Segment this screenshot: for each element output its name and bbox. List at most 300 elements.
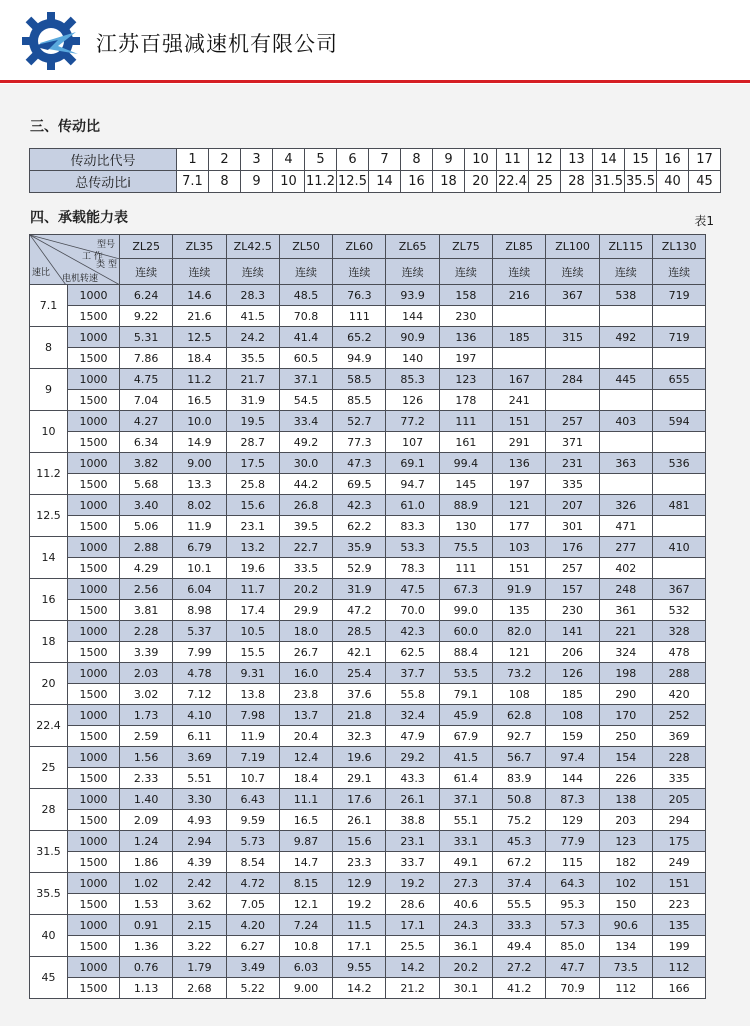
speed-cell: 1500 bbox=[68, 348, 120, 369]
value-cell: 27.3 bbox=[439, 873, 492, 894]
value-cell: 1.86 bbox=[120, 852, 173, 873]
value-cell: 326 bbox=[599, 495, 652, 516]
value-cell: 23.8 bbox=[279, 684, 332, 705]
value-cell: 20.2 bbox=[279, 579, 332, 600]
total-ratio-cell: 11.2 bbox=[305, 171, 337, 193]
table-row bbox=[30, 873, 706, 894]
table-row bbox=[30, 684, 706, 705]
value-cell: 12.4 bbox=[279, 747, 332, 768]
ratio-code-cell: 15 bbox=[625, 149, 657, 171]
value-cell: 294 bbox=[652, 810, 705, 831]
corner-label-speed: 电机转速 bbox=[62, 274, 99, 284]
value-cell: 7.86 bbox=[120, 348, 173, 369]
value-cell: 39.5 bbox=[279, 516, 332, 537]
value-cell: 67.9 bbox=[439, 726, 492, 747]
value-cell: 24.2 bbox=[226, 327, 279, 348]
value-cell: 277 bbox=[599, 537, 652, 558]
value-cell: 60.0 bbox=[439, 621, 492, 642]
table-row bbox=[30, 831, 706, 852]
value-cell: 3.22 bbox=[173, 936, 226, 957]
value-cell: 2.09 bbox=[120, 810, 173, 831]
ratio-cell: 35.5 bbox=[30, 873, 68, 915]
table-row bbox=[30, 978, 706, 999]
value-cell: 28.5 bbox=[333, 621, 386, 642]
load-capacity-table bbox=[29, 234, 706, 999]
ratio-cell: 9 bbox=[30, 369, 68, 411]
value-cell: 35.9 bbox=[333, 537, 386, 558]
value-cell: 12.5 bbox=[173, 327, 226, 348]
value-cell: 6.11 bbox=[173, 726, 226, 747]
value-cell: 324 bbox=[599, 642, 652, 663]
value-cell: 10.7 bbox=[226, 768, 279, 789]
value-cell: 14.9 bbox=[173, 432, 226, 453]
value-cell: 3.40 bbox=[120, 495, 173, 516]
header-row-duty bbox=[30, 259, 706, 285]
value-cell: 35.5 bbox=[226, 348, 279, 369]
speed-cell: 1500 bbox=[68, 642, 120, 663]
value-cell: 21.8 bbox=[333, 705, 386, 726]
value-cell: 61.4 bbox=[439, 768, 492, 789]
value-cell: 103 bbox=[493, 537, 546, 558]
total-ratio-cell: 40 bbox=[657, 171, 689, 193]
speed-cell: 1000 bbox=[68, 957, 120, 978]
value-cell: 221 bbox=[599, 621, 652, 642]
value-cell bbox=[493, 306, 546, 327]
value-cell: 12.9 bbox=[333, 873, 386, 894]
value-cell: 92.7 bbox=[493, 726, 546, 747]
value-cell: 2.33 bbox=[120, 768, 173, 789]
value-cell: 367 bbox=[546, 285, 599, 306]
value-cell: 57.3 bbox=[546, 915, 599, 936]
value-cell: 90.9 bbox=[386, 327, 439, 348]
total-ratio-cell: 10 bbox=[273, 171, 305, 193]
ratio-code-cell: 3 bbox=[241, 149, 273, 171]
total-ratio-cell: 14 bbox=[369, 171, 401, 193]
duty-header-cell: 连续 bbox=[279, 259, 332, 285]
value-cell bbox=[652, 558, 705, 579]
value-cell: 52.9 bbox=[333, 558, 386, 579]
ratio-code-cell: 12 bbox=[529, 149, 561, 171]
value-cell: 123 bbox=[439, 369, 492, 390]
speed-cell: 1500 bbox=[68, 516, 120, 537]
value-cell: 12.1 bbox=[279, 894, 332, 915]
value-cell: 207 bbox=[546, 495, 599, 516]
value-cell: 594 bbox=[652, 411, 705, 432]
value-cell: 79.1 bbox=[439, 684, 492, 705]
value-cell: 45.9 bbox=[439, 705, 492, 726]
ratio-code-cell: 10 bbox=[465, 149, 497, 171]
value-cell: 77.3 bbox=[333, 432, 386, 453]
value-cell: 111 bbox=[439, 558, 492, 579]
model-header-cell: ZL65 bbox=[386, 235, 439, 259]
value-cell: 335 bbox=[652, 768, 705, 789]
value-cell: 26.7 bbox=[279, 642, 332, 663]
value-cell: 19.6 bbox=[226, 558, 279, 579]
value-cell: 9.31 bbox=[226, 663, 279, 684]
value-cell: 3.82 bbox=[120, 453, 173, 474]
duty-header-cell: 连续 bbox=[493, 259, 546, 285]
ratio-cell: 14 bbox=[30, 537, 68, 579]
ratio-code-cell: 7 bbox=[369, 149, 401, 171]
value-cell: 150 bbox=[599, 894, 652, 915]
value-cell: 223 bbox=[652, 894, 705, 915]
value-cell: 445 bbox=[599, 369, 652, 390]
value-cell: 97.4 bbox=[546, 747, 599, 768]
value-cell: 41.4 bbox=[279, 327, 332, 348]
value-cell: 4.93 bbox=[173, 810, 226, 831]
value-cell: 284 bbox=[546, 369, 599, 390]
value-cell: 151 bbox=[493, 558, 546, 579]
value-cell: 257 bbox=[546, 558, 599, 579]
value-cell: 50.8 bbox=[493, 789, 546, 810]
value-cell: 19.6 bbox=[333, 747, 386, 768]
value-cell bbox=[652, 348, 705, 369]
value-cell: 532 bbox=[652, 600, 705, 621]
value-cell: 31.9 bbox=[226, 390, 279, 411]
value-cell: 40.6 bbox=[439, 894, 492, 915]
value-cell: 7.05 bbox=[226, 894, 279, 915]
value-cell bbox=[652, 390, 705, 411]
value-cell: 24.3 bbox=[439, 915, 492, 936]
value-cell bbox=[652, 306, 705, 327]
value-cell: 216 bbox=[493, 285, 546, 306]
value-cell bbox=[599, 306, 652, 327]
value-cell: 536 bbox=[652, 453, 705, 474]
value-cell: 134 bbox=[599, 936, 652, 957]
table-row bbox=[30, 789, 706, 810]
value-cell: 6.24 bbox=[120, 285, 173, 306]
value-cell: 2.56 bbox=[120, 579, 173, 600]
table-row bbox=[30, 663, 706, 684]
total-ratio-cell: 31.5 bbox=[593, 171, 625, 193]
value-cell: 3.69 bbox=[173, 747, 226, 768]
duty-header-cell: 连续 bbox=[546, 259, 599, 285]
value-cell: 3.30 bbox=[173, 789, 226, 810]
table-row bbox=[30, 390, 706, 411]
header-row-models bbox=[30, 235, 706, 259]
value-cell: 17.1 bbox=[333, 936, 386, 957]
value-cell: 4.39 bbox=[173, 852, 226, 873]
ratio-cell: 16 bbox=[30, 579, 68, 621]
total-ratio-cell: 12.5 bbox=[337, 171, 369, 193]
speed-cell: 1500 bbox=[68, 768, 120, 789]
value-cell: 655 bbox=[652, 369, 705, 390]
value-cell: 42.1 bbox=[333, 642, 386, 663]
value-cell: 23.1 bbox=[386, 831, 439, 852]
ratio-cell: 45 bbox=[30, 957, 68, 999]
section-title-load: 四、承载能力表 bbox=[30, 210, 128, 226]
value-cell: 121 bbox=[493, 642, 546, 663]
value-cell: 16.0 bbox=[279, 663, 332, 684]
speed-cell: 1000 bbox=[68, 453, 120, 474]
value-cell: 4.72 bbox=[226, 873, 279, 894]
value-cell: 28.3 bbox=[226, 285, 279, 306]
value-cell: 42.3 bbox=[333, 495, 386, 516]
ratio-code-cell: 6 bbox=[337, 149, 369, 171]
value-cell: 21.7 bbox=[226, 369, 279, 390]
table-note: 表1 bbox=[694, 214, 714, 228]
value-cell: 62.5 bbox=[386, 642, 439, 663]
value-cell: 56.7 bbox=[493, 747, 546, 768]
speed-cell: 1000 bbox=[68, 411, 120, 432]
value-cell: 6.04 bbox=[173, 579, 226, 600]
value-cell: 11.2 bbox=[173, 369, 226, 390]
speed-cell: 1000 bbox=[68, 705, 120, 726]
value-cell: 26.1 bbox=[333, 810, 386, 831]
value-cell: 15.6 bbox=[333, 831, 386, 852]
value-cell: 371 bbox=[546, 432, 599, 453]
value-cell: 1.24 bbox=[120, 831, 173, 852]
ratio-cell: 40 bbox=[30, 915, 68, 957]
speed-cell: 1500 bbox=[68, 726, 120, 747]
value-cell: 29.9 bbox=[279, 600, 332, 621]
value-cell: 135 bbox=[493, 600, 546, 621]
speed-cell: 1500 bbox=[68, 474, 120, 495]
value-cell: 26.1 bbox=[386, 789, 439, 810]
speed-cell: 1000 bbox=[68, 789, 120, 810]
value-cell: 7.99 bbox=[173, 642, 226, 663]
value-cell: 14.7 bbox=[279, 852, 332, 873]
value-cell: 115 bbox=[546, 852, 599, 873]
table-row bbox=[30, 852, 706, 873]
value-cell: 10.8 bbox=[279, 936, 332, 957]
value-cell: 361 bbox=[599, 600, 652, 621]
total-ratio-cell: 22.4 bbox=[497, 171, 529, 193]
value-cell: 328 bbox=[652, 621, 705, 642]
value-cell: 49.1 bbox=[439, 852, 492, 873]
value-cell: 1.40 bbox=[120, 789, 173, 810]
value-cell: 291 bbox=[493, 432, 546, 453]
value-cell: 6.43 bbox=[226, 789, 279, 810]
duty-header-cell: 连续 bbox=[333, 259, 386, 285]
value-cell bbox=[652, 432, 705, 453]
value-cell: 33.4 bbox=[279, 411, 332, 432]
value-cell: 62.8 bbox=[493, 705, 546, 726]
ratio-code-cell: 13 bbox=[561, 149, 593, 171]
table-row bbox=[30, 537, 706, 558]
speed-cell: 1000 bbox=[68, 915, 120, 936]
value-cell: 83.9 bbox=[493, 768, 546, 789]
ratio-code-cell: 11 bbox=[497, 149, 529, 171]
ratio-code-cell: 1 bbox=[177, 149, 209, 171]
value-cell: 41.2 bbox=[493, 978, 546, 999]
value-cell: 301 bbox=[546, 516, 599, 537]
value-cell: 1.36 bbox=[120, 936, 173, 957]
value-cell: 335 bbox=[546, 474, 599, 495]
speed-cell: 1000 bbox=[68, 831, 120, 852]
value-cell: 151 bbox=[493, 411, 546, 432]
total-ratio-cell: 35.5 bbox=[625, 171, 657, 193]
value-cell: 108 bbox=[546, 705, 599, 726]
value-cell: 91.9 bbox=[493, 579, 546, 600]
ratio-cell: 10 bbox=[30, 411, 68, 453]
value-cell: 60.5 bbox=[279, 348, 332, 369]
speed-cell: 1000 bbox=[68, 537, 120, 558]
value-cell: 136 bbox=[439, 327, 492, 348]
value-cell: 363 bbox=[599, 453, 652, 474]
table-row bbox=[30, 621, 706, 642]
value-cell: 70.9 bbox=[546, 978, 599, 999]
value-cell: 49.2 bbox=[279, 432, 332, 453]
value-cell: 32.4 bbox=[386, 705, 439, 726]
value-cell: 67.2 bbox=[493, 852, 546, 873]
total-ratio-row bbox=[30, 171, 721, 193]
value-cell: 55.5 bbox=[493, 894, 546, 915]
value-cell: 47.5 bbox=[386, 579, 439, 600]
duty-header-cell: 连续 bbox=[386, 259, 439, 285]
value-cell: 14.2 bbox=[386, 957, 439, 978]
value-cell: 1.56 bbox=[120, 747, 173, 768]
value-cell: 111 bbox=[439, 411, 492, 432]
table-row bbox=[30, 579, 706, 600]
value-cell: 290 bbox=[599, 684, 652, 705]
model-header-cell: ZL115 bbox=[599, 235, 652, 259]
value-cell bbox=[599, 474, 652, 495]
value-cell: 5.51 bbox=[173, 768, 226, 789]
duty-header-cell: 连续 bbox=[599, 259, 652, 285]
value-cell: 23.3 bbox=[333, 852, 386, 873]
value-cell: 2.15 bbox=[173, 915, 226, 936]
table-row bbox=[30, 285, 706, 306]
total-ratio-cell: 16 bbox=[401, 171, 433, 193]
value-cell: 47.7 bbox=[546, 957, 599, 978]
value-cell: 112 bbox=[599, 978, 652, 999]
value-cell: 38.8 bbox=[386, 810, 439, 831]
value-cell: 107 bbox=[386, 432, 439, 453]
ratio-cell: 22.4 bbox=[30, 705, 68, 747]
table-row bbox=[30, 747, 706, 768]
value-cell: 2.94 bbox=[173, 831, 226, 852]
value-cell: 7.12 bbox=[173, 684, 226, 705]
value-cell: 11.1 bbox=[279, 789, 332, 810]
speed-cell: 1500 bbox=[68, 432, 120, 453]
total-ratio-cell: 7.1 bbox=[177, 171, 209, 193]
speed-cell: 1500 bbox=[68, 894, 120, 915]
value-cell: 123 bbox=[599, 831, 652, 852]
value-cell: 9.55 bbox=[333, 957, 386, 978]
value-cell: 538 bbox=[599, 285, 652, 306]
value-cell: 53.5 bbox=[439, 663, 492, 684]
value-cell: 73.5 bbox=[599, 957, 652, 978]
value-cell: 90.6 bbox=[599, 915, 652, 936]
value-cell: 197 bbox=[439, 348, 492, 369]
value-cell: 25.4 bbox=[333, 663, 386, 684]
table-row bbox=[30, 453, 706, 474]
value-cell: 177 bbox=[493, 516, 546, 537]
corner-label-model: 型号 bbox=[96, 240, 115, 250]
value-cell: 37.4 bbox=[493, 873, 546, 894]
table-row bbox=[30, 495, 706, 516]
value-cell: 205 bbox=[652, 789, 705, 810]
value-cell: 25.5 bbox=[386, 936, 439, 957]
value-cell: 14.2 bbox=[333, 978, 386, 999]
speed-cell: 1500 bbox=[68, 600, 120, 621]
model-header-cell: ZL60 bbox=[333, 235, 386, 259]
value-cell: 5.31 bbox=[120, 327, 173, 348]
value-cell: 1.73 bbox=[120, 705, 173, 726]
value-cell: 241 bbox=[493, 390, 546, 411]
value-cell: 0.91 bbox=[120, 915, 173, 936]
corner-label-work: 工 作 bbox=[82, 252, 103, 262]
speed-cell: 1000 bbox=[68, 621, 120, 642]
value-cell: 159 bbox=[546, 726, 599, 747]
value-cell: 410 bbox=[652, 537, 705, 558]
value-cell: 8.02 bbox=[173, 495, 226, 516]
table-row bbox=[30, 474, 706, 495]
total-ratio-cell: 8 bbox=[209, 171, 241, 193]
value-cell: 249 bbox=[652, 852, 705, 873]
value-cell: 87.3 bbox=[546, 789, 599, 810]
ratio-code-cell: 17 bbox=[689, 149, 721, 171]
value-cell: 9.00 bbox=[173, 453, 226, 474]
value-cell: 2.59 bbox=[120, 726, 173, 747]
value-cell: 126 bbox=[546, 663, 599, 684]
value-cell: 83.3 bbox=[386, 516, 439, 537]
total-ratio-cell: 25 bbox=[529, 171, 561, 193]
table-row bbox=[30, 726, 706, 747]
value-cell: 6.79 bbox=[173, 537, 226, 558]
table-row bbox=[30, 894, 706, 915]
ratio-cell: 8 bbox=[30, 327, 68, 369]
total-ratio-cell: 45 bbox=[689, 171, 721, 193]
value-cell bbox=[546, 306, 599, 327]
value-cell: 121 bbox=[493, 495, 546, 516]
company-name: 江苏百强减速机有限公司 bbox=[96, 32, 338, 56]
value-cell: 49.4 bbox=[493, 936, 546, 957]
ratio-code-cell: 8 bbox=[401, 149, 433, 171]
ratio-cell: 18 bbox=[30, 621, 68, 663]
corner-label-ratio: 速比 bbox=[32, 268, 51, 278]
value-cell: 17.1 bbox=[386, 915, 439, 936]
table-row bbox=[30, 369, 706, 390]
value-cell: 2.28 bbox=[120, 621, 173, 642]
value-cell: 151 bbox=[652, 873, 705, 894]
value-cell: 136 bbox=[493, 453, 546, 474]
total-ratio-cell: 20 bbox=[465, 171, 497, 193]
ratio-cell: 20 bbox=[30, 663, 68, 705]
value-cell: 111 bbox=[333, 306, 386, 327]
value-cell: 11.7 bbox=[226, 579, 279, 600]
value-cell: 8.98 bbox=[173, 600, 226, 621]
ratio-table bbox=[29, 148, 721, 193]
value-cell: 20.2 bbox=[439, 957, 492, 978]
value-cell: 198 bbox=[599, 663, 652, 684]
table-row bbox=[30, 348, 706, 369]
gear-logo-icon bbox=[18, 10, 84, 72]
value-cell: 3.49 bbox=[226, 957, 279, 978]
value-cell: 257 bbox=[546, 411, 599, 432]
value-cell: 185 bbox=[546, 684, 599, 705]
value-cell: 18.4 bbox=[279, 768, 332, 789]
value-cell: 78.3 bbox=[386, 558, 439, 579]
model-header-cell: ZL50 bbox=[279, 235, 332, 259]
value-cell: 167 bbox=[493, 369, 546, 390]
value-cell: 47.2 bbox=[333, 600, 386, 621]
value-cell: 45.3 bbox=[493, 831, 546, 852]
table-row bbox=[30, 558, 706, 579]
value-cell: 130 bbox=[439, 516, 492, 537]
value-cell: 8.54 bbox=[226, 852, 279, 873]
value-cell: 77.2 bbox=[386, 411, 439, 432]
header-divider bbox=[0, 80, 750, 83]
value-cell: 25.8 bbox=[226, 474, 279, 495]
value-cell: 9.00 bbox=[279, 978, 332, 999]
value-cell: 41.5 bbox=[226, 306, 279, 327]
value-cell: 144 bbox=[546, 768, 599, 789]
value-cell: 9.59 bbox=[226, 810, 279, 831]
value-cell: 5.68 bbox=[120, 474, 173, 495]
ratio-cell: 31.5 bbox=[30, 831, 68, 873]
